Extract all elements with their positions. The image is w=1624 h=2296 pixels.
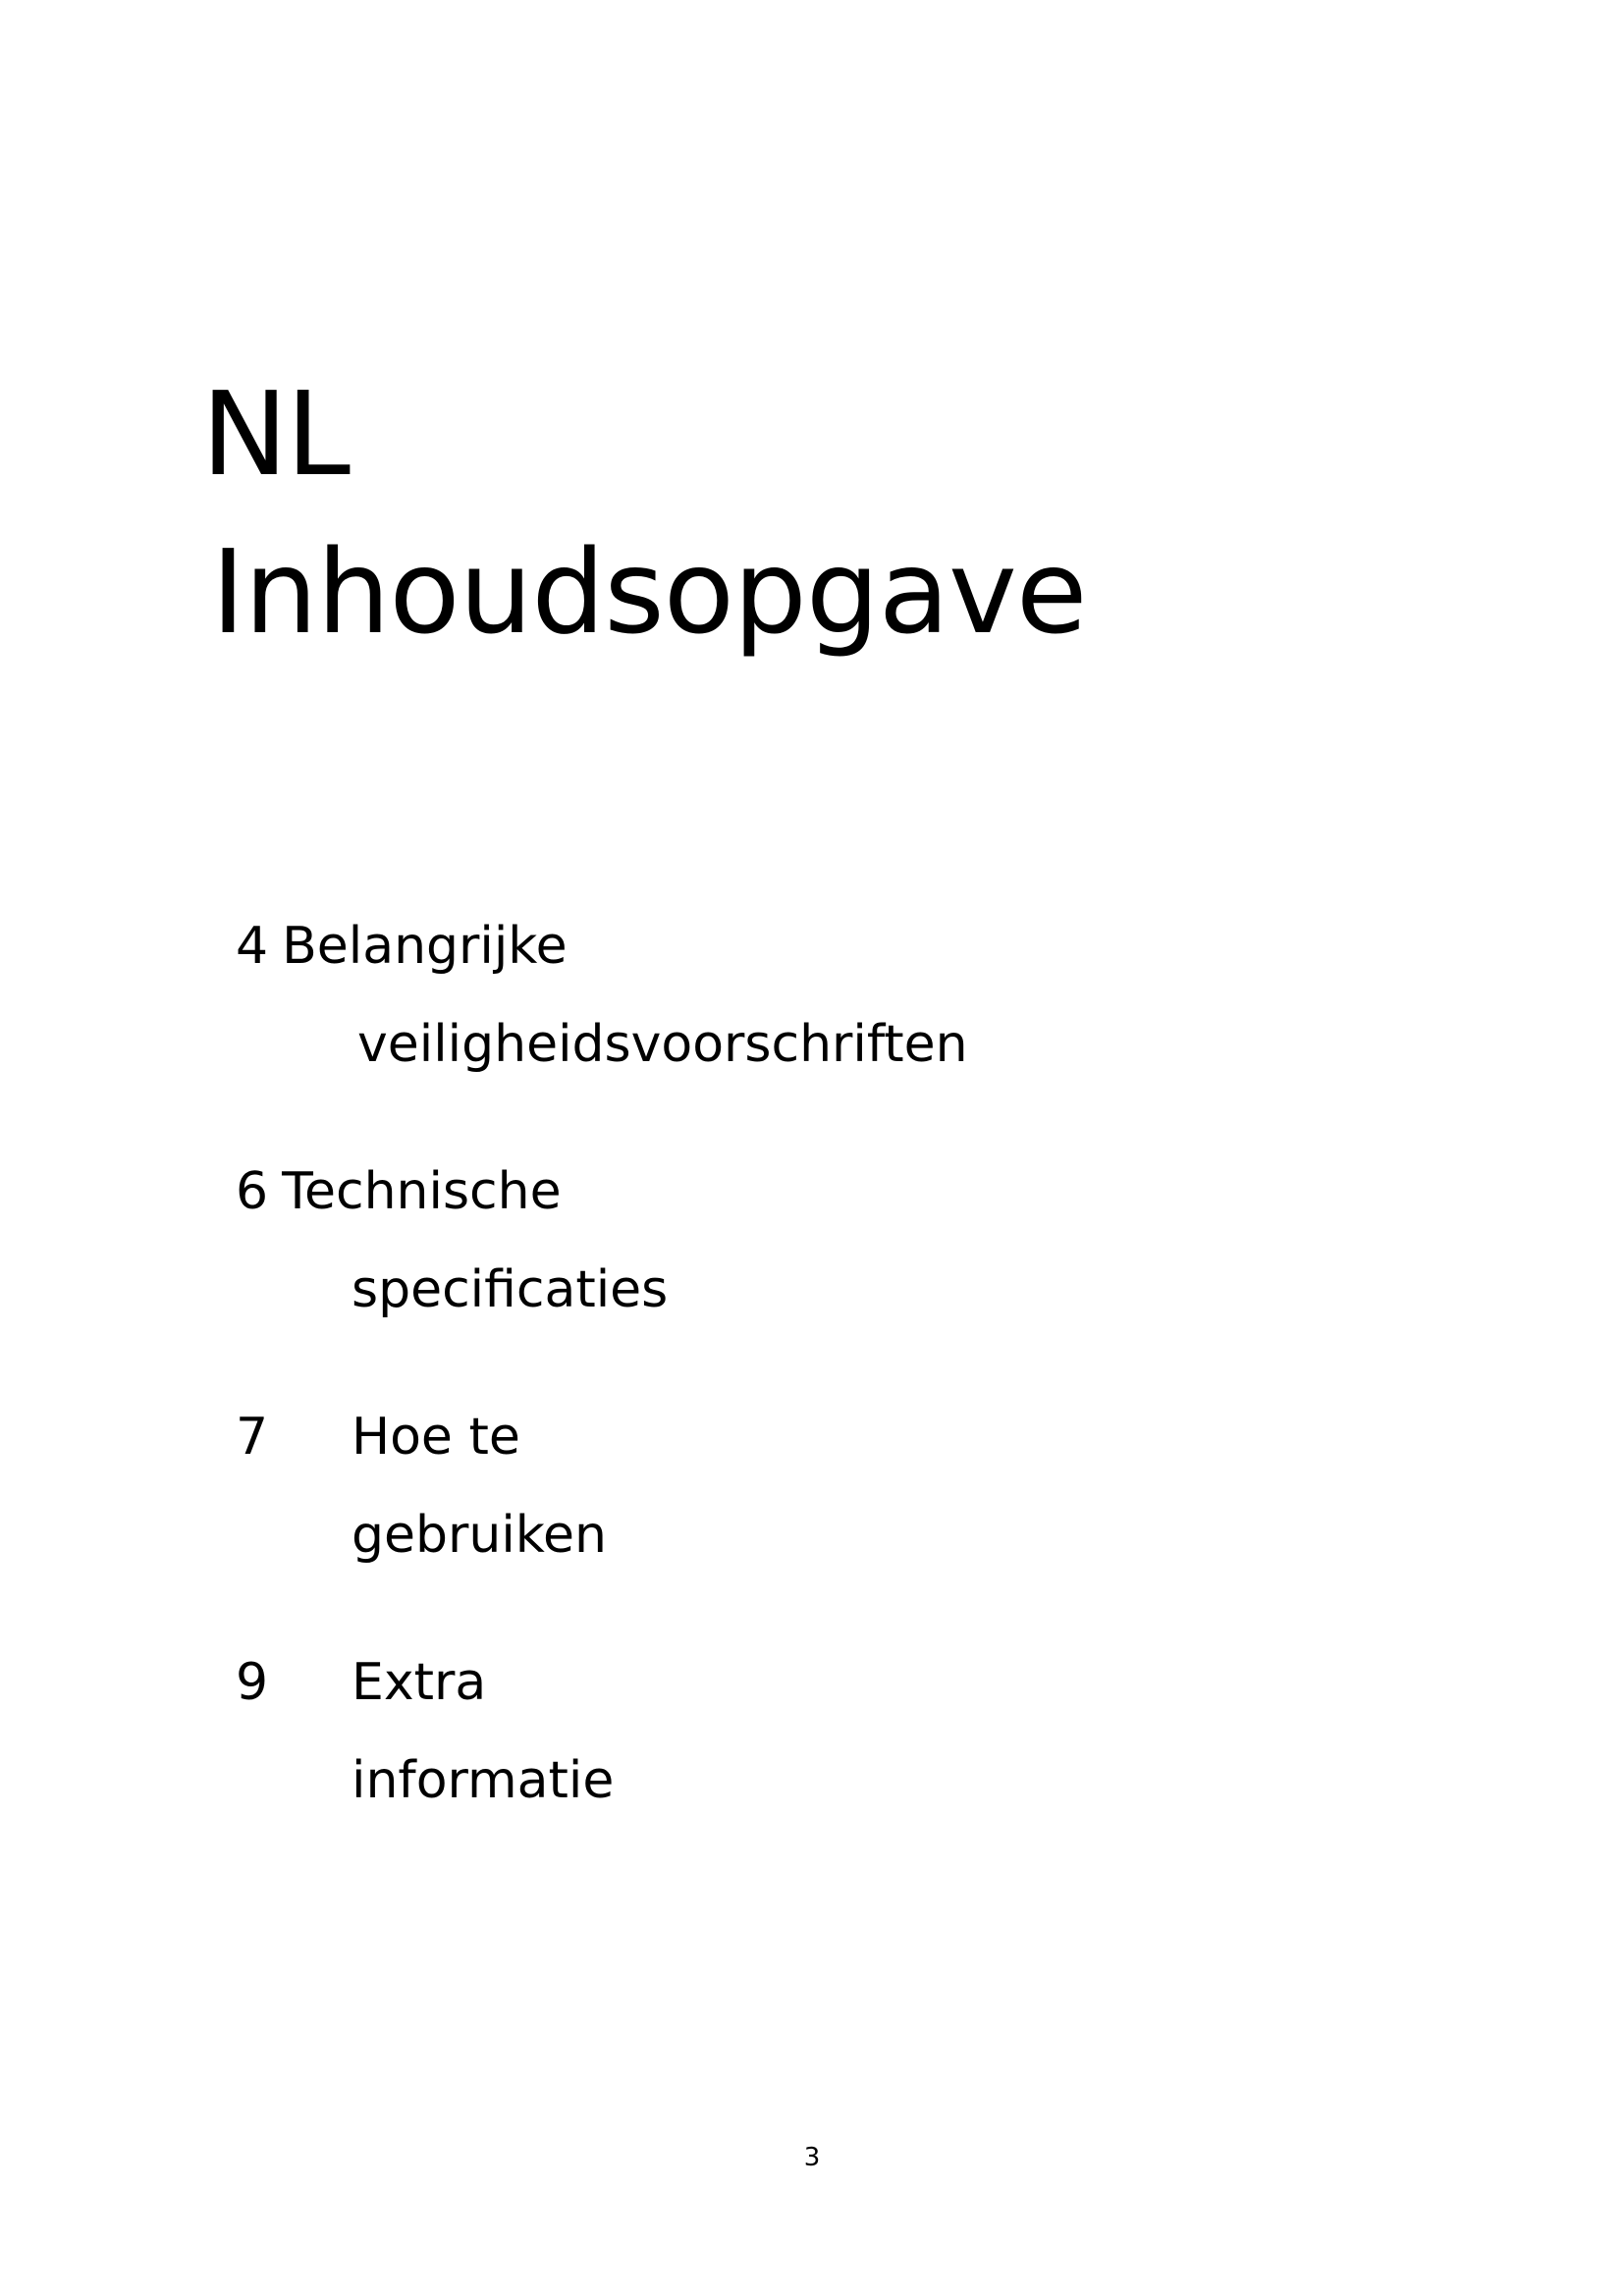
toc-entry-first-line [236,1143,1414,1241]
toc-entry-title: Extra [352,1653,487,1712]
toc-entry-title-continued: gebruiken [352,1506,607,1565]
toc-entry[interactable] [236,1388,1414,1584]
toc-entry-title-continued: informatie [352,1751,615,1810]
toc-entry[interactable] [236,1633,1414,1830]
toc-entry[interactable] [236,897,1414,1094]
toc-page-number: 6 [236,1162,269,1221]
table-of-contents [236,897,1414,1879]
toc-entry-title: Belangrijke [282,917,568,976]
toc-entry-first-line [236,1388,1414,1486]
toc-page-number: 7 [236,1408,269,1467]
toc-page-number: 9 [236,1653,269,1712]
toc-entry[interactable] [236,1143,1414,1339]
language-code: NL [201,366,350,502]
toc-entry-title: Hoe te [352,1408,520,1467]
page-number: 3 [803,2143,821,2172]
toc-entry-title-continued: specificaties [352,1260,669,1319]
toc-entry-first-line [236,897,1414,995]
page-title: Inhoudsopgave [211,524,1087,660]
toc-entry-title-continued: veiligheidsvoorschriften [357,1015,968,1074]
toc-entry-first-line [236,1633,1414,1732]
toc-entry-title: Technische [282,1162,562,1221]
toc-page-number: 4 [236,917,269,976]
